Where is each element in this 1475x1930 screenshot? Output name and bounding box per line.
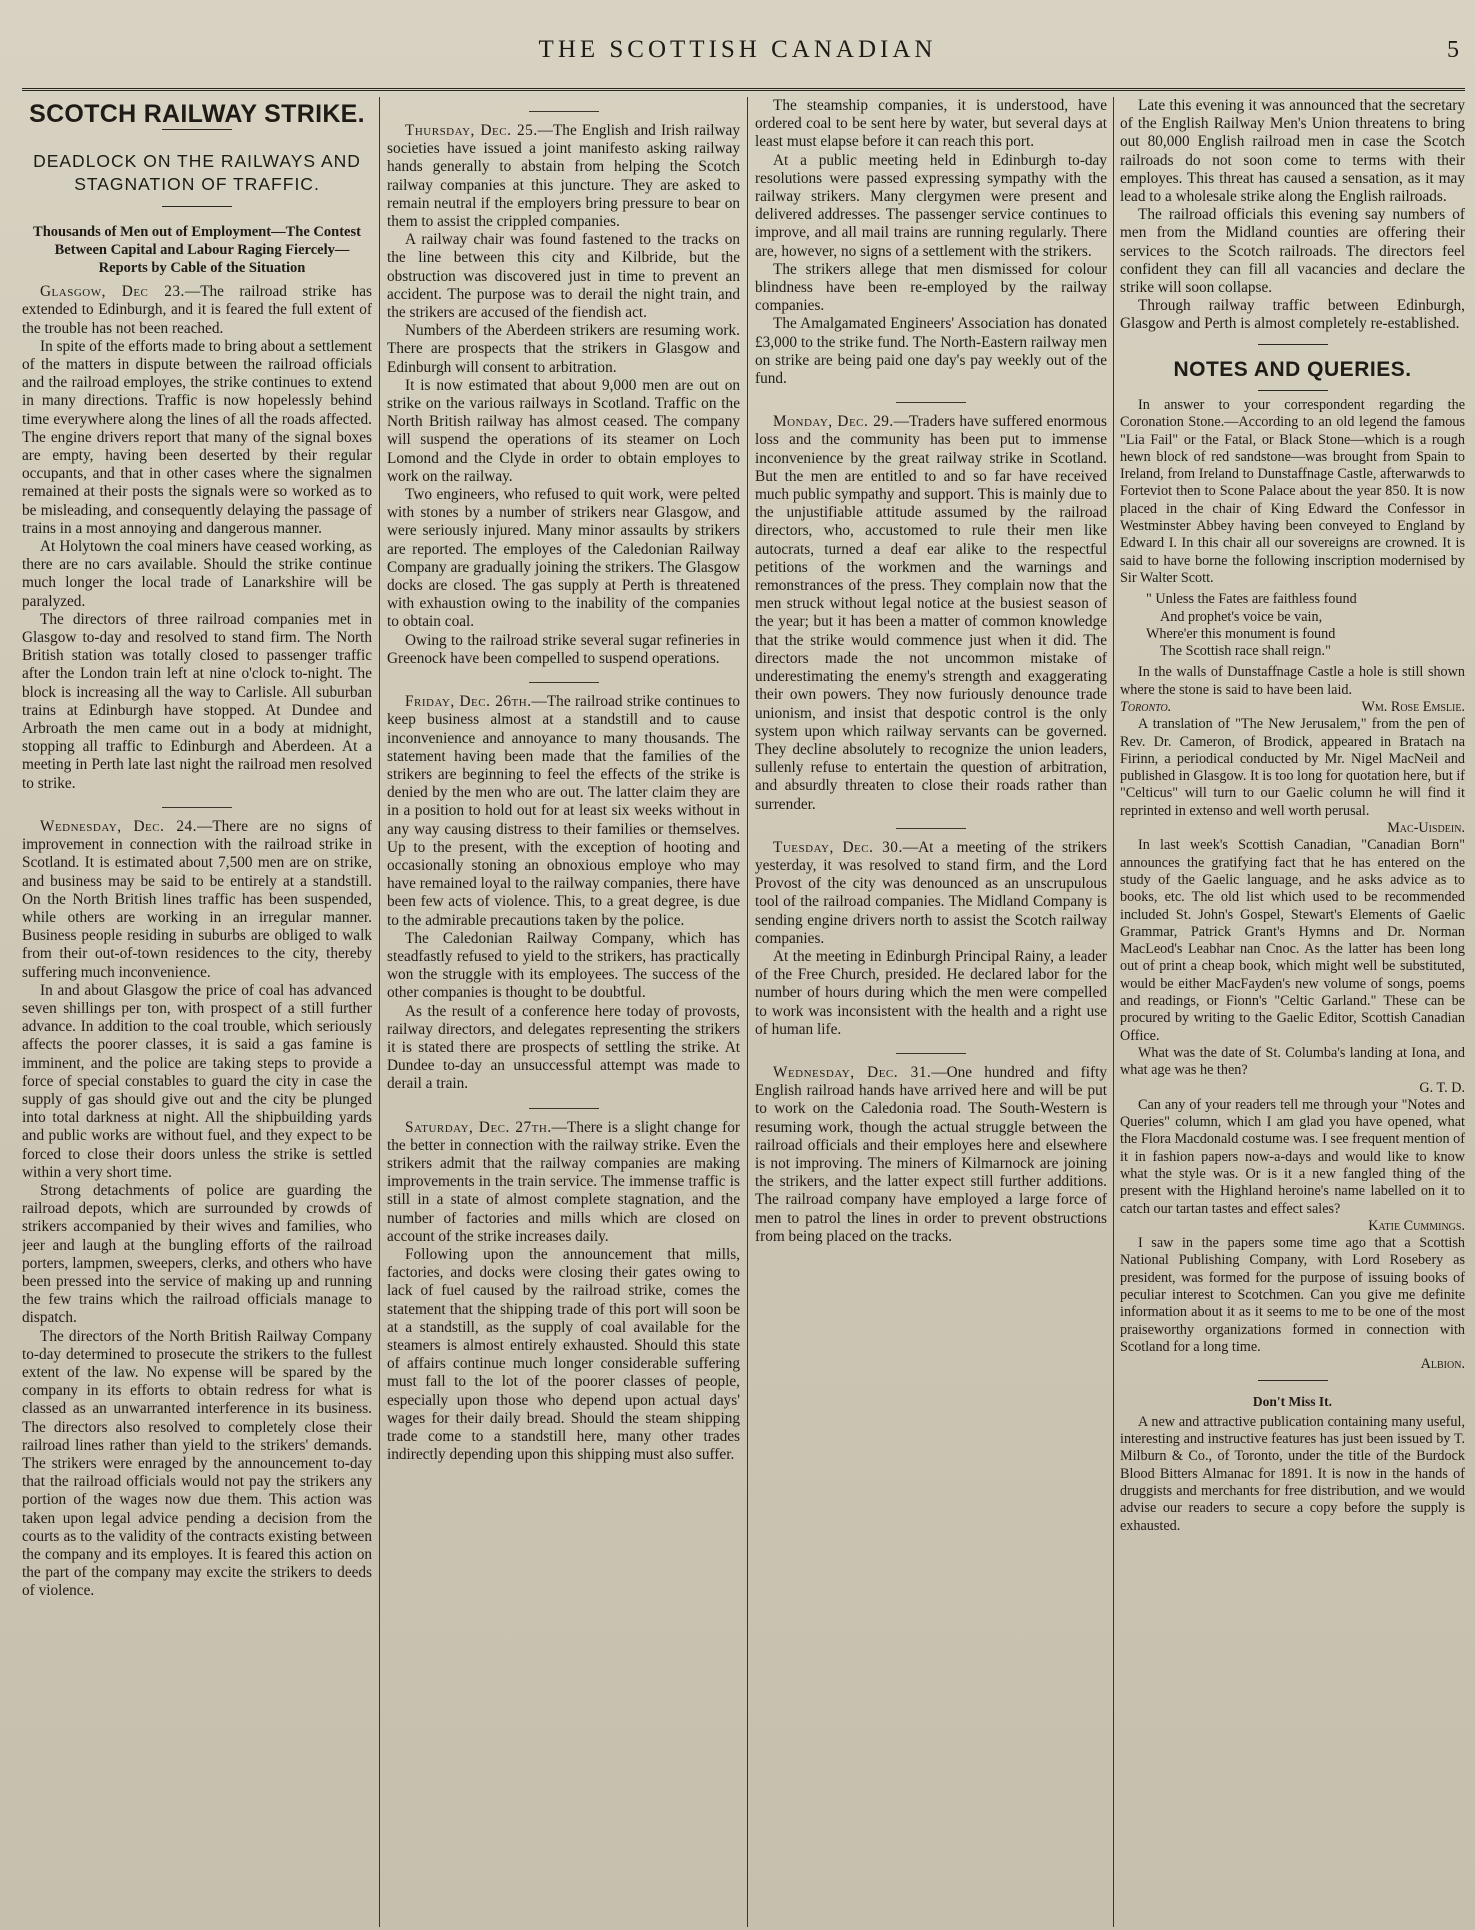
- paragraph: Late this evening it was announced that the secretary of the English Railway Men's Union threatens to bring out 80,000 English railroad men in case the Scotch railroads do not soon come to terms with their employes. This threat has caused a sensation, as it may lead to a wholesale strike along the English railroads.: [1120, 97, 1465, 206]
- paragraph: The steamship companies, it is understood, have ordered coal to be sent here by water, but several days at least must elapse before it can reach this port.: [755, 97, 1107, 151]
- poem-line: And prophet's voice be vain,: [1160, 608, 1323, 625]
- strike-headline: SCOTCH RAILWAY STRIKE.: [29, 100, 365, 128]
- dateline: Glasgow, Dec 23.: [40, 283, 185, 301]
- paragraph: Saturday, Dec. 27th.—There is a slight change for the better in connection with the railway strike. Even the strikers admit that the railway companies are making improvements in the train service. The immense traffic is still in a state of almost complete stagnation, and the number of factories and mills which are closed on account of the strike increases daily.: [387, 1118, 740, 1245]
- place: Toronto.: [1120, 698, 1172, 715]
- paragraph: It is now estimated that about 9,000 men are out on strike on the various railways in Scotland. Traffic on the North British railway has almost ceased. The company will suspend the operations of its steamer on Loch Lomond and the Clyde in order to obtain employes to work on the railway.: [387, 376, 740, 485]
- column-2: [387, 97, 740, 1927]
- masthead: [0, 30, 1475, 70]
- paragraph: Owing to the railroad strike several sugar refineries in Greenock have been compelled to suspend operations.: [387, 631, 740, 667]
- divider: [529, 682, 599, 683]
- divider: [896, 402, 966, 403]
- signature: Wm. Rose Emslie.: [1361, 698, 1465, 715]
- column-1: [22, 97, 372, 1927]
- divider: [162, 807, 232, 808]
- paragraph: Glasgow, Dec 23.—The railroad strike has extended to Edinburgh, and it is feared the full extent of the trouble has not been reached.: [22, 283, 372, 337]
- paragraph: The directors of three railroad companies met in Glasgow to-day and resolved to stand firm. The North British station was totally closed to passenger traffic after the London train left at nine o'clock to-night. The block is increasing all the way to Carlisle. All suburban trains at Edinburgh have stopped. At Dundee and Arbroath the men came out in a body at midnight, stopping all traffic to Edinburgh and Aberdeen. At a meeting in Perth late last night the railroad men resolved to strike.: [22, 610, 372, 792]
- paragraph: The railroad officials this evening say numbers of men from the Midland counties are offering their services to the Scotch railroads. The directors feel confident they can fill all vacancies and declare the strike will soon collapse.: [1120, 206, 1465, 297]
- poem: [1146, 591, 1465, 660]
- signature: Katie Cummings.: [1368, 1217, 1465, 1234]
- paragraph: Following upon the announcement that mills, factories, and docks were closing their gates owing to lack of fuel caused by the railroad strike, comes the statement that the shipping trade of this port will soon be at a standstill, as the supply of coal available for the steamers is almost entirely exhausted. Should this state of affairs continue much longer considerable suffering must fall to the lot of the poorer classes of people, especially upon those who depend upon actual days' wages for their daily bread. Should the steam shipping trade come to a standstill here, many other trades indirectly depending upon this shipping must also suffer.: [387, 1245, 740, 1464]
- paragraph: Strong detachments of police are guarding the railroad depots, which are surrounded by crowds of strikers accompanied by their wives and families, who jeer and laugh at the bungling efforts of the railroad porters, lampmen, sweepers, clerks, and others who have been pressed into the service of making up and running the few trains which the railroad officials manage to dispatch.: [22, 1181, 372, 1327]
- paragraph: Tuesday, Dec. 30.—At a meeting of the strikers yesterday, it was resolved to stand firm, and the Lord Provost of the city was denounced as an unscrupulous tool of the railroad companies. The Midland Company is sending engine drivers north to assist the Scotch railway companies.: [755, 838, 1107, 947]
- dateline: Friday, Dec. 26th.: [405, 693, 532, 711]
- columns: [22, 97, 1467, 1927]
- dateline: Thursday, Dec. 25.: [405, 122, 538, 139]
- note-entry: In last week's Scottish Canadian, "Canadian Born" announces the gratifying fact that he has entered on the study of the Gaelic language, and he asks advice as to books, etc. The old list which used to be recommended included St. John's Gospel, Stewart's Elements of Gaelic Grammar, Patrick Grant's Hymns and Dr. Norman MacLeod's Leabhar nan Cnoc. As the latter has been long out of print a cheap book, which might well be substituted, would be either MacFayden's new volume of songs, poems and readings, or Fionn's "Celtic Garland." These can be procured by writing to the Gaelic Editor, Scottish Canadian Office.: [1120, 837, 1465, 1044]
- poem-line: The Scottish race shall reign.": [1160, 643, 1331, 660]
- notes-headline: NOTES AND QUERIES.: [1173, 357, 1412, 381]
- ad-headline: Don't Miss It.: [1252, 1393, 1333, 1409]
- newspaper-title: THE SCOTTISH CANADIAN: [538, 36, 937, 63]
- paragraph: Thursday, Dec. 25.—The English and Irish railway societies have issued a joint manifesto asking railway hands generally to abstain from helping the Scotch railway companies at this juncture. They are asked to remain neutral if the employers bring pressure to bear on them to assist the crippled companies.: [387, 122, 740, 231]
- paragraph: The strikers allege that men dismissed for colour blindness have been re-employed by the railway companies.: [755, 260, 1107, 315]
- paragraph: Wednesday, Dec. 24.—There are no signs of improvement in connection with the railroad strike in Scotland. It is estimated about 7,500 men are on strike, and business may be said to be entirely at a standstill. On the North British lines traffic has been suspended, while others are working in an irregular manner. Business people residing in suburbs are obliged to walk from their out-of-town residences to the city, thereby suffering much inconvenience.: [22, 817, 372, 981]
- paragraph: Wednesday, Dec. 31.—One hundred and fifty English railroad hands have arrived here and will be put to work on the Caledonia road. The South-Western is resuming work, though the actual struggle between the railroad officials and their employes here and elsewhere is not improving. The miners of Kilmarnock are joining the strikers, and the latter expect still further additions. The railroad company have employed a large force of men to patrol the lines in order to prevent obstructions from being placed on the tracks.: [755, 1063, 1107, 1245]
- note-entry: In the walls of Dunstaffnage Castle a hole is still shown where the stone is said to have been laid.: [1120, 664, 1465, 698]
- ad-body: A new and attractive publication containing many useful, interesting and instructive features has just been issued by T. Milburn & Co., of Toronto, under the title of the Burdock Blood Bitters Almanac for 1891. It is now in the hands of druggists and merchants for free distribution, and we would advise our readers to secure a copy before the supply is exhausted.: [1120, 1413, 1465, 1534]
- divider: [162, 129, 232, 130]
- paragraph: The Caledonian Railway Company, which has steadfastly refused to yield to the strikers, has practically won the struggle with its employees. The success of the other companies is thought to be doubtful.: [387, 929, 740, 1002]
- note-entry: What was the date of St. Columba's landing at Iona, and what age was he then?: [1120, 1044, 1465, 1079]
- paragraph: A railway chair was found fastened to the tracks on the line between this city and Kilbride, but the obstruction was discovered just in time to prevent an accident. The purpose was to derail the night train, and the strikers are accused of the fiendish act.: [387, 231, 740, 322]
- column-4: [1120, 97, 1465, 1927]
- note-entry: A translation of "The New Jerusalem," from the pen of Rev. Dr. Cameron, of Brodick, appeared in Bratach na Firinn, a periodical conducted by Mr. Nigel MacNeil and published in Glasgow. It is too long for quotation here, but if "Celticus" will turn to our Gaelic column he will find it reprinted in extenso and well worth perusal.: [1120, 716, 1465, 819]
- paragraph: Numbers of the Aberdeen strikers are resuming work. There are prospects that the strikers in Glasgow and Edinburgh will consent to arbitration.: [387, 322, 740, 376]
- poem-line: " Unless the Fates are faithless found: [1146, 591, 1357, 608]
- column-3: [755, 97, 1107, 1927]
- dateline: Wednesday, Dec. 24.: [40, 817, 198, 835]
- strike-subhead: DEADLOCK ON THE RAILWAYS AND STAGNATION OF TRAFFIC.: [33, 151, 361, 195]
- column-rule: [1113, 97, 1114, 1927]
- divider: [1258, 344, 1328, 345]
- divider: [1258, 390, 1328, 391]
- paragraph: At Holytown the coal miners have ceased working, as there are no cars available. Should the strike continue much longer the local trade of Lanarkshire will be paralyzed.: [22, 538, 372, 610]
- signature: Albion.: [1420, 1356, 1465, 1373]
- paragraph: Two engineers, who refused to quit work, were pelted with stones by a number of strikers near Glasgow, and were seriously injured. Many minor assaults by strikers are reported. The employes of the Caledonian Railway Company are gradually joining the strikers. The Glasgow docks are closed. The gas supply at Perth is threatened with exhaustion owing to the inability of the companies to obtain coal.: [387, 486, 740, 631]
- note-entry: Can any of your readers tell me through your "Notes and Queries" column, which I am glad you have opened, what the Flora Macdonald costume was. I see frequent mention of it in fashion papers now-a-days and would like to know what the style was. Or is it a new fangled thing of the present with the Highland heroine's name labelled on it to catch our tartan tastes and effect sales?: [1120, 1096, 1465, 1217]
- dateline: Monday, Dec. 29.: [773, 413, 894, 431]
- strike-deck: Thousands of Men out of Employment—The Contest Between Capital and Labour Raging Fiercely—Reports by Cable of the Situation: [33, 224, 361, 277]
- divider: [529, 111, 599, 112]
- paragraph: The directors of the North British Railway Company to-day determined to prosecute the strikers to the fullest extent of the law. No expense will be spared by the company in its efforts to obtain redress for what is classed as an unwarranted interference in its business. The directors also resolved to completely close their railroad lines rather than yield to the strikers' demands. The strikers were enraged by the announcement to-day that the railroad officials would not pay the strikers any portion of the wages now due them. This action was taken upon legal advice pending a decision from the courts as to the validity of the contracts existing between the company and its employes. It is feared this action on the part of the company may excite the strikers to deeds of violence.: [22, 1327, 372, 1600]
- divider: [529, 1108, 599, 1109]
- paragraph: Monday, Dec. 29.—Traders have suffered enormous loss and the community has been put to immense inconvenience by the great railway strike in Scotland. But the men are entitled to and so far have received much public sympathy and support. This is mainly due to the unjustifiable attitude assumed by the railroad directors, who, accustomed to rule their men like autocrats, turned a deaf ear alike to the respectful petitions of the workmen and the warnings and remonstrances of the press. They complain now that the men struck without legal notice at the busiest season of the year; but it has been a matter of common knowledge that the strike would commence just when it did. The directors made the not uncommon mistake of underestimating the enemy's strength and exaggerating their own powers. They now furiously denounce trade unionism, and insist that despotic control is the only system upon which railway servants can be governed. They decline absolutely to recognize the union leaders, sullenly refuse to entertain the question of arbitration, and absurdly threaten to close their roads rather than surrender.: [755, 413, 1107, 813]
- page-number: 5: [1447, 37, 1459, 63]
- paragraph: Friday, Dec. 26th.—The railroad strike continues to keep business almost at a standstill and to cause inconvenience and annoyance to many thousands. The statement having been made that the families of the strikers are beginning to feel the effects of the strike is denied by the men who are out. The latter claim they are in a position to hold out for at least six weeks without in any way causing distress to their families or themselves. Up to the present, with the exception of hooting and occasionally stoning an obnoxious employe who may have remained loyal to the railway companies, there have been few acts of violence. This, to a great degree, is due to the admirable precautions taken by the police.: [387, 693, 740, 929]
- dateline: Wednesday, Dec. 31.: [773, 1063, 932, 1081]
- paragraph: As the result of a conference here today of provosts, railway directors, and delegates representing the strikers it is stated there are prospects of settling the strike. At Dundee to-day an unsuccessful attempt was made to derail a train.: [387, 1002, 740, 1093]
- paragraph: At a public meeting held in Edinburgh to-day resolutions were passed expressing sympathy with the railway strikers. Many clergymen were present and delivered addresses. The passenger service continues to improve, and all mail trains are running regularly. There are, however, no signs of a settlement with the strikers.: [755, 151, 1107, 260]
- divider: [896, 828, 966, 829]
- dateline: Saturday, Dec. 27th.: [405, 1118, 552, 1136]
- signature-line: [1120, 699, 1465, 716]
- signature: G. T. D.: [1419, 1079, 1465, 1096]
- note-entry: I saw in the papers some time ago that a Scottish National Publishing Company, with Lord Rosebery as president, was formed for the purpose of issuing books of peculiar interest to Scotchmen. Can you give me definite information about it as it seems to me to be one of the most praiseworthy organizations formed in connection with Scotland for a long time.: [1120, 1235, 1465, 1355]
- paragraph: In and about Glasgow the price of coal has advanced seven shillings per ton, with prospect of a still further advance. In addition to the coal trouble, which seriously affects the poorer classes, it is said a gas famine is imminent, and the police are taking steps to provide a force of special constables to guard the city in case the supply of gas should give out and the city be plunged into total darkness at night. All the shipbuilding yards and public works are without fuel, and they expect to be forced to close their doors unless the strike is settled within a very short time.: [22, 981, 372, 1181]
- paragraph: In spite of the efforts made to bring about a settlement of the matters in dispute between the railroad officials and the railroad employes, the strike continues to extend in many directions. Traffic is now hopelessly behind time everywhere along the lines of all the roads affected. The engine drivers report that many of the signal boxes are empty, having been deserted by their regular occupants, and that in other cases where the signalmen remained at their posts the signals were so worked as to be misleading, and consequently delaying the passage of trains in a most annoying and dangerous manner.: [22, 337, 372, 537]
- divider: [896, 1053, 966, 1054]
- poem-line: Where'er this monument is found: [1146, 625, 1336, 642]
- paragraph: Through railway traffic between Edinburgh, Glasgow and Perth is almost completely re-established.: [1120, 297, 1465, 333]
- dateline: Tuesday, Dec. 30.: [773, 838, 903, 856]
- paragraph: At the meeting in Edinburgh Principal Rainy, a leader of the Free Church, presided. He declared labor for the number of hours during which the men were compelled to work was inconsistent with the health and a right use of human life.: [755, 947, 1107, 1038]
- signature: Mac-Uisdein.: [1387, 820, 1465, 837]
- divider: [1258, 1380, 1328, 1381]
- column-rule: [379, 97, 380, 1927]
- note-entry: In answer to your correspondent regarding the Coronation Stone.—According to an old legend the famous "Lia Fail" or the Fatal, or Black Stone—which is a rough hewn block of red sandstone—was brought from Spain to Ireland, from Ireland to Dunstaffnage Castle, afterwarwds to Forteviot then to Scone Palace about the year 850. It is now placed in the chair of King Edward the Confessor in Westminster Abbey having been conveyed to England by Edward I. In this chair all our sovereigns are crowned. It is said to have borne the following inscription modernised by Sir Walter Scott.: [1120, 396, 1465, 586]
- paragraph: The Amalgamated Engineers' Association has donated £3,000 to the strike fund. The North-Eastern railway men on strike are being paid one day's pay weekly out of the fund.: [755, 315, 1107, 388]
- divider: [162, 206, 232, 207]
- column-rule: [747, 97, 748, 1927]
- masthead-rule: [22, 88, 1465, 93]
